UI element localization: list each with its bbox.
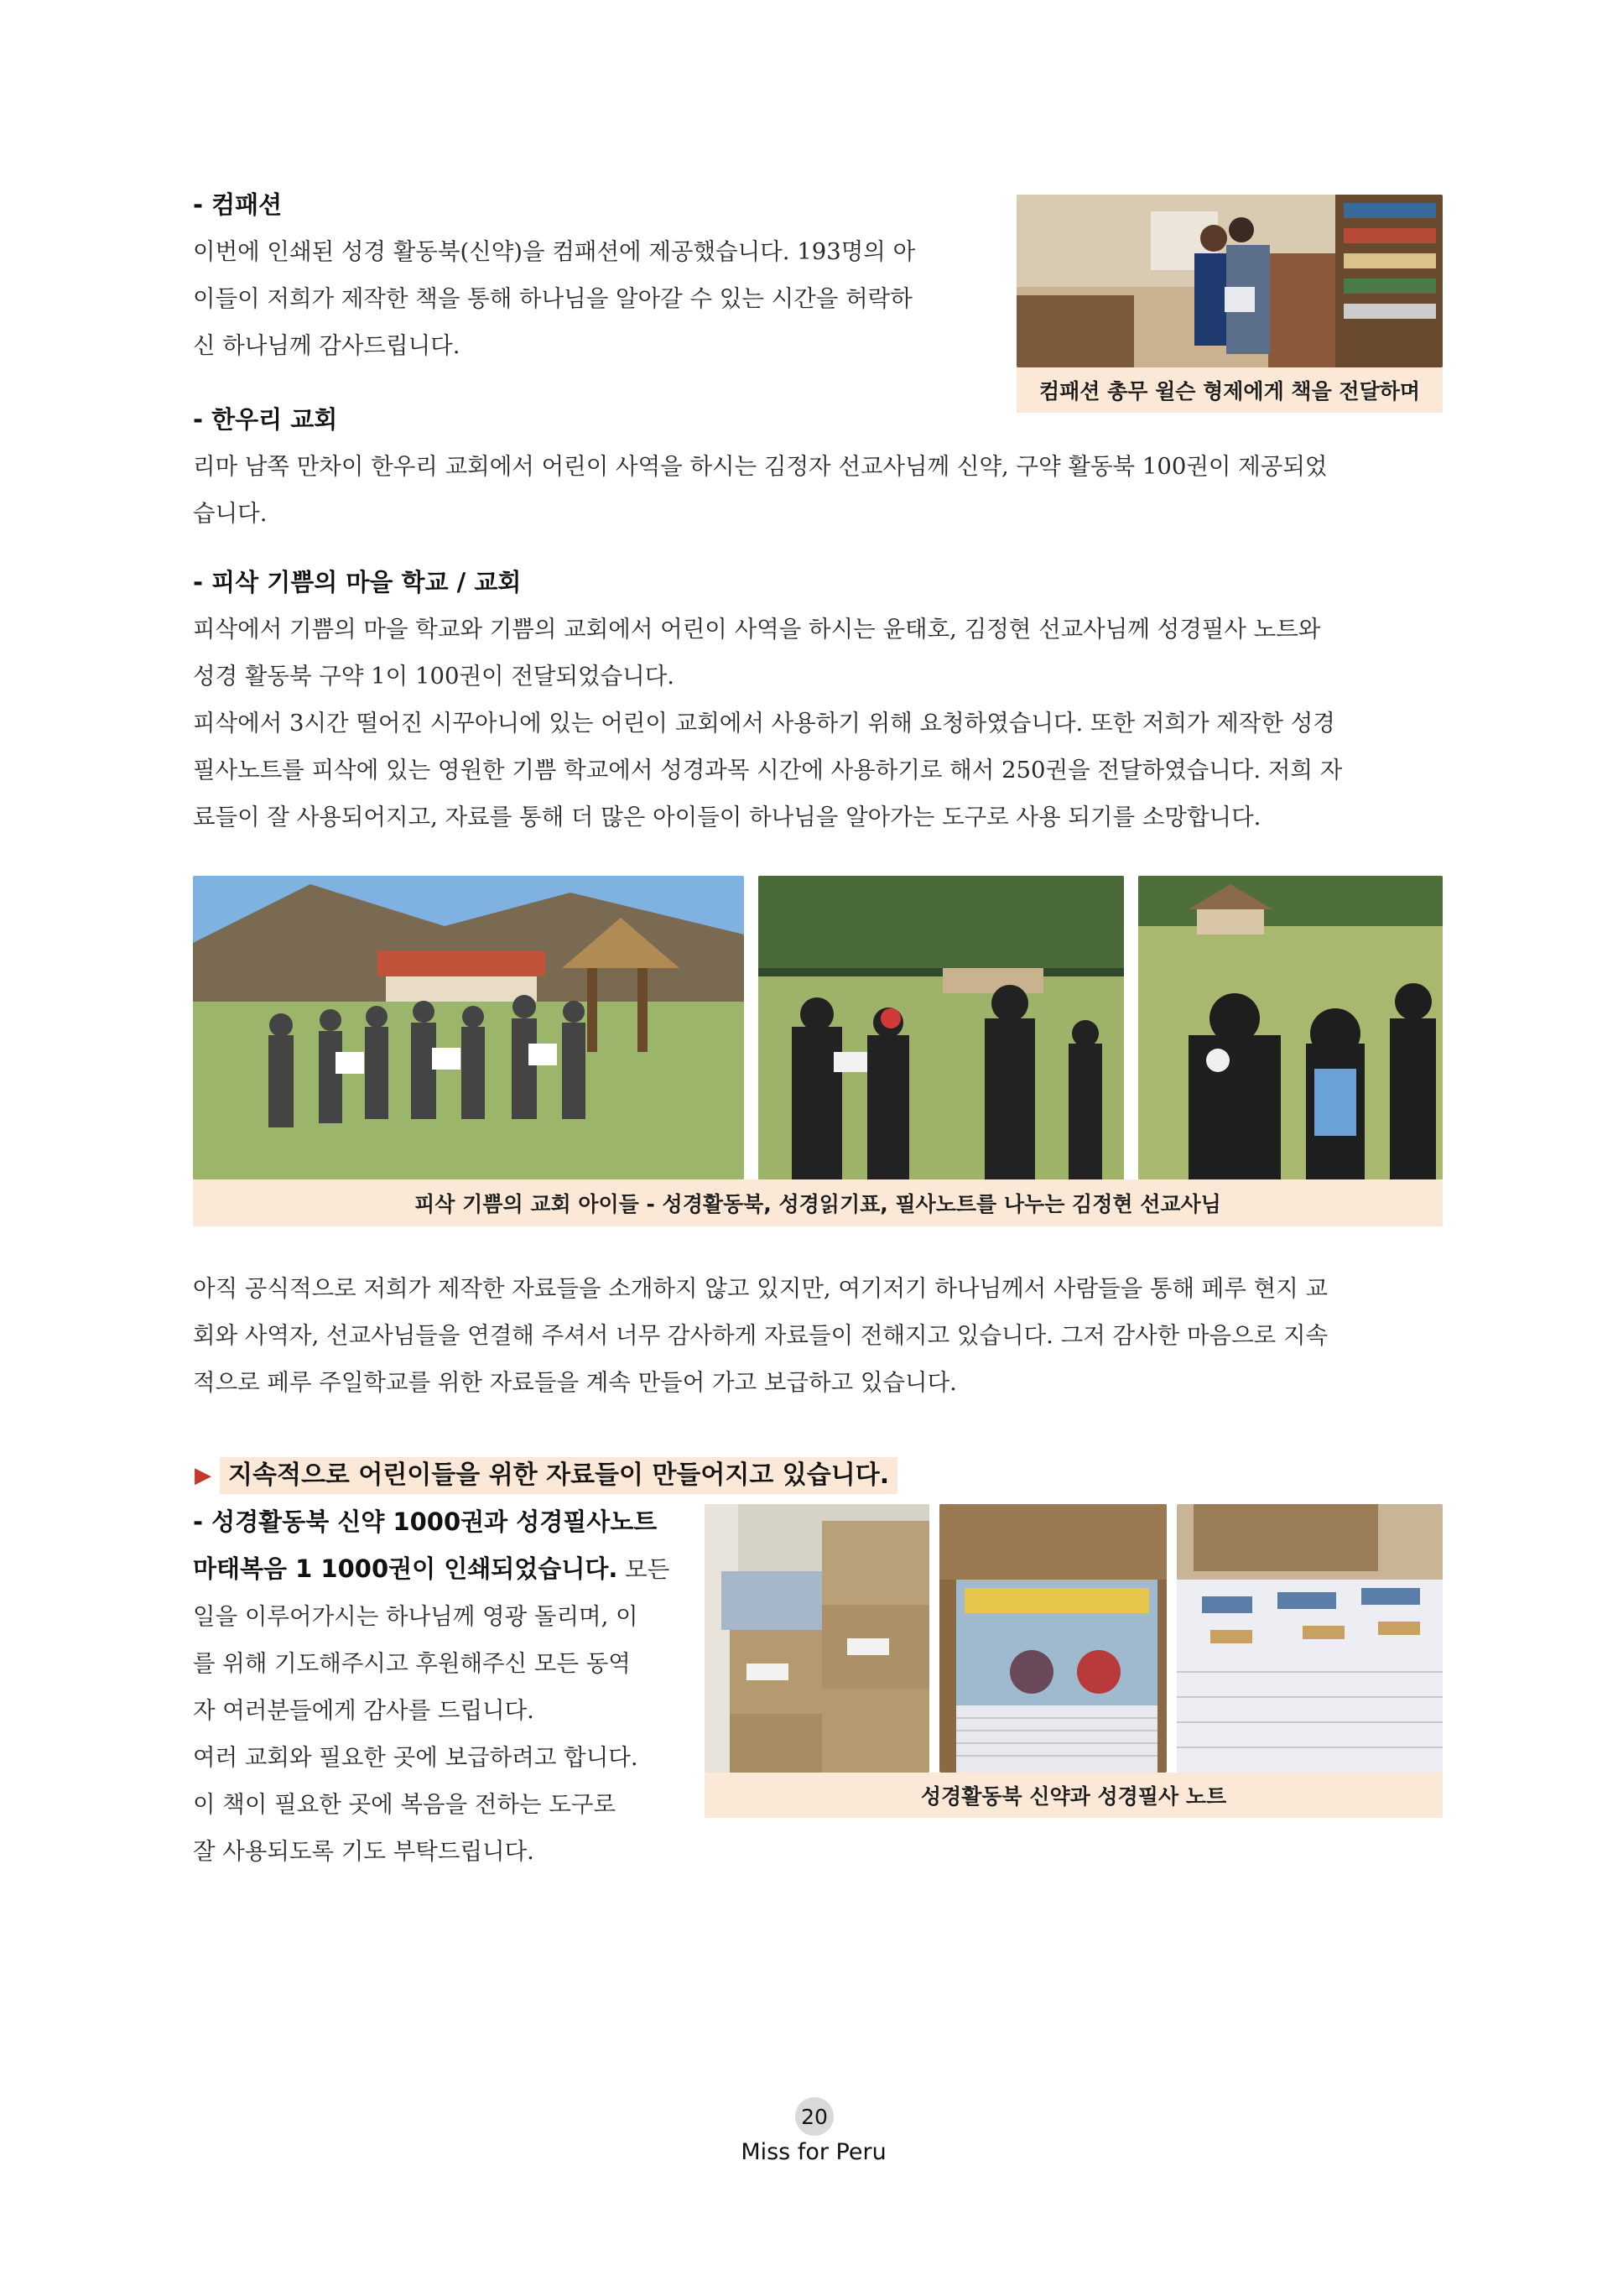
text-line: 자 여러분들에게 감사를 드립니다. (193, 1697, 534, 1724)
text-line: 회와 사역자, 선교사님들을 연결해 주셔서 너무 감사하게 자료들이 전해지고 있습니다. 그저 감사한 마음으로 지속 (193, 1322, 1329, 1349)
photo-compassion-handover (1017, 195, 1443, 367)
text-line: 이들이 저희가 제작한 책을 통해 하나님을 알아갈 수 있는 시간을 허락하 (193, 285, 913, 312)
text-line: 성경 활동북 구약 1이 100권이 전달되었습니다. (193, 663, 675, 690)
text-line: 를 위해 기도해주시고 후원해주신 모든 동역 (193, 1650, 631, 1677)
photo-pisac-children-group (193, 876, 744, 1179)
mixed-line (193, 1545, 683, 1593)
text-line: 잘 사용되도록 기도 부탁드립니다. (193, 1838, 534, 1865)
caption-compassion: 컴패션 총무 윌슨 형제에게 책을 전달하며 (1017, 367, 1443, 413)
heading-hanwoori: - 한우리 교회 (193, 405, 338, 434)
photo-pisac-field (1138, 876, 1443, 1179)
text-line: 신 하나님께 감사드립니다. (193, 332, 460, 359)
photo-boxes (705, 1504, 929, 1773)
paragraph-hanwoori (193, 443, 1443, 537)
heading-materials-text: 지속적으로 어린이들을 위한 자료들이 만들어지고 있습니다. (220, 1457, 897, 1494)
text-line: 피삭에서 기쁨의 마을 학교와 기쁨의 교회에서 어린이 사역을 하시는 윤태호, 김정현 선교사님께 성경필사 노트와 (193, 616, 1321, 643)
text-line: 아직 공식적으로 저희가 제작한 자료들을 소개하지 않고 있지만, 여기저기 하나님께서 사람들을 통해 페루 현지 교 (193, 1275, 1329, 1302)
photo-printed-books (939, 1504, 1167, 1773)
caption-materials: 성경활동북 신약과 성경필사 노트 (705, 1773, 1443, 1818)
text-line: 료들이 잘 사용되어지고, 자료를 통해 더 많은 아이들이 하나님을 알아가는 도구로 사용 되기를 소망합니다. (193, 804, 1261, 830)
text-line: 습니다. (193, 500, 268, 527)
paragraph-compassion (193, 228, 991, 369)
text-line: 이 책이 필요한 곳에 복음을 전하는 도구로 (193, 1791, 616, 1818)
caption-pisac: 피삭 기쁨의 교회 아이들 - 성경활동북, 성경읽기표, 필사노트를 나누는 김정현 선교사님 (193, 1179, 1443, 1226)
text-line: 필사노트를 피삭에 있는 영원한 기쁨 학교에서 성경과목 시간에 사용하기로 해서 250권을 전달하였습니다. 저희 자 (193, 757, 1343, 784)
text-line: 여러 교회와 필요한 곳에 보급하려고 합니다. (193, 1744, 638, 1771)
heading-materials (195, 1457, 897, 1494)
paragraph-pisac (193, 606, 1443, 841)
page-number: 20 (795, 2097, 834, 2136)
photo-notebooks (1177, 1504, 1443, 1773)
paragraph-materials (193, 1498, 683, 1875)
heading-pisac: - 피삭 기쁨의 마을 학교 / 교회 (193, 568, 522, 596)
line-tail: 모든 (617, 1556, 670, 1583)
text-line: 적으로 페루 주일학교를 위한 자료들을 계속 만들어 가고 보급하고 있습니다. (193, 1369, 957, 1396)
bold-line: - 성경활동북 신약 1000권과 성경필사노트 (193, 1507, 658, 1536)
photo-pisac-sharing (758, 876, 1124, 1179)
text-line: 피삭에서 3시간 떨어진 시꾸아니에 있는 어린이 교회에서 사용하기 위해 요청하였습니다. 또한 저희가 제작한 성경 (193, 710, 1335, 737)
paragraph-thanks (193, 1265, 1443, 1406)
text-line: 일을 이루어가시는 하나님께 영광 돌리며, 이 (193, 1603, 638, 1630)
text-line: 리마 남쪽 만차이 한우리 교회에서 어린이 사역을 하시는 김정자 선교사님께 신약, 구약 활동북 100권이 제공되었 (193, 453, 1328, 480)
heading-compassion: - 컴패션 (193, 190, 283, 219)
text-line: 이번에 인쇄된 성경 활동북(신약)을 컴패션에 제공했습니다. 193명의 아 (193, 238, 916, 265)
triangle-bullet-icon: ▶ (195, 1463, 211, 1488)
bold-line: 마태복음 1 1000권이 인쇄되었습니다. (193, 1554, 618, 1583)
footer-title: Miss for Peru (741, 2139, 887, 2165)
